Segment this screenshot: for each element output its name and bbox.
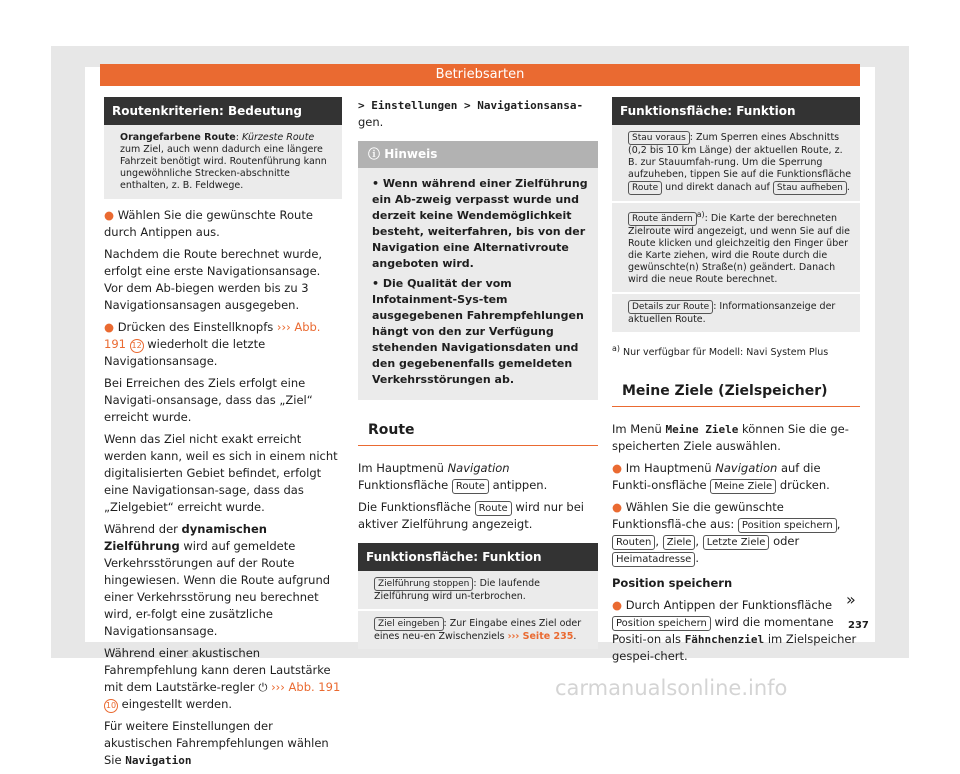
note-title — [358, 141, 598, 168]
note-text: Wenn während einer Zielführung ein Ab-zweig verpasst wurde und derzeit keine Wendemöglichkeit besteht, weiterfahren, bis von der Navigation eine Alternativroute angeboten wird. — [372, 177, 588, 270]
callout-number: 12 — [130, 339, 144, 353]
route-button[interactable]: Route — [452, 479, 489, 494]
paragraph-text: wiederholt die letzte Navigationsansage. — [104, 337, 266, 368]
note-box — [358, 141, 598, 400]
function-rows — [612, 125, 860, 332]
section-title-route: Route — [358, 416, 598, 446]
orange-route-label: Orangefarbene Route — [120, 132, 236, 143]
section-title-my-destinations: Meine Ziele (Zielspeicher) — [612, 377, 860, 407]
column-3 — [612, 97, 860, 670]
paragraph — [104, 207, 342, 241]
save-position-button[interactable]: Position speichern — [612, 616, 711, 631]
function-box-title: Funktionsfläche: Funktion — [358, 543, 598, 571]
subheading: Position speichern — [612, 576, 733, 591]
paragraph-text: eingestellt werden. — [121, 697, 233, 711]
row-text: : Informationsanzeige der aktuellen Route. — [628, 301, 836, 326]
menu-name: Navigation — [715, 461, 778, 476]
route-button[interactable]: Route — [628, 181, 662, 195]
paragraph-text: Wählen Sie die gewünschte Route durch Antippen aus. — [104, 208, 313, 239]
paragraph: Bei Erreichen des Ziels erfolgt eine Navigati-onsansage, dass das „Ziel“ erreicht wurde. — [104, 376, 313, 424]
last-destinations-button[interactable]: Letzte Ziele — [703, 535, 770, 550]
paragraph-text: Durch Antippen der Funktionsfläche — [625, 598, 833, 613]
page-link[interactable]: ››› Seite 235 — [507, 631, 574, 642]
function-box — [358, 543, 598, 649]
note-item: • Wenn während einer Zielführung ein Ab-zweig verpasst wurde und derzeit keine Wendemöglichkeit besteht, weiterfahren, bis von der Navigation eine Alternativroute angeboten wird. — [372, 177, 588, 270]
bullet-icon: ● — [104, 208, 115, 222]
route-details-button[interactable]: Details zur Route — [628, 300, 713, 314]
paragraph — [358, 97, 598, 131]
paragraph-text: Im Hauptmenü — [358, 461, 444, 475]
function-box-title: Funktionsfläche: Funktion — [612, 97, 860, 125]
page-number: 237 — [848, 620, 869, 631]
traffic-ahead-button[interactable]: Stau voraus — [628, 131, 690, 145]
route-criteria-body — [104, 125, 342, 199]
function-row — [358, 609, 598, 649]
function-row — [612, 125, 860, 201]
note-item: • Die Qualität der vom Infotainment-Sys-tem ausgegebenen Fahrempfehlungen hängt von den zur Verfügung stehenden Navigationsdaten und den gegebenenfalls gemeldeten Verkehrsstörungen ab. — [372, 277, 584, 386]
paragraph — [104, 645, 342, 713]
info-icon: ⓘ — [368, 147, 381, 161]
column-1 — [104, 97, 342, 774]
paragraph-text: Drücken des Einstellknopfs — [117, 320, 274, 334]
paragraph-text: drücken. — [779, 478, 830, 493]
paragraph-text: Während der — [104, 522, 178, 536]
bullet-icon: ● — [612, 500, 623, 515]
power-knob-icon: ⏻ — [258, 680, 268, 694]
paragraph-text: gen. — [358, 115, 384, 129]
paragraph — [358, 499, 598, 533]
row-text: und direkt danach auf — [665, 182, 770, 193]
my-destinations-button[interactable]: Meine Ziele — [710, 479, 776, 494]
paragraph-text: wird nur bei aktiver Zielführung angezeigt. — [358, 500, 584, 531]
note-text: Die Qualität der vom Infotainment-Sys-tem ausgegebenen Fahrempfehlungen hängt von den zur Verfügung stehenden Navigationsdaten und den gegebenenfalls gemeldeten Verkehrsstörungen ab. — [372, 277, 584, 386]
flag-destination-label: Fähnchenziel — [684, 633, 765, 647]
row-text: : Die laufende Zielführung wird un-terbrochen. — [374, 578, 540, 602]
paragraph-text: wird auf gemeldete Verkehrsstörungen auf der Route hingewiesen. Wenn die Route aufgrund einer Verkehrsstörung neu berechnet wird, er-folgt eine zusätzliche Navigationsansage. — [104, 539, 331, 638]
watermark: carmanualsonline.info — [555, 676, 788, 700]
function-row — [612, 292, 860, 332]
home-address-button[interactable]: Heimatadresse — [612, 552, 695, 567]
row-text: . — [846, 182, 850, 193]
route-criteria-text: zum Ziel, auch wenn dadurch eine längere Fahrzeit benötigt wird. Routenführung kann ungewöhnliche Strecken-abschnitte enthalten, z. B. Feldwege. — [120, 144, 327, 191]
figure-link[interactable]: ››› Abb. 191 — [271, 680, 341, 694]
column-2 — [358, 97, 598, 657]
continue-arrow-icon: » — [846, 590, 856, 609]
destinations-button[interactable]: Ziele — [663, 535, 696, 550]
paragraph-text: auf die Funkti-onsfläche — [612, 461, 821, 493]
paragraph-text: oder — [773, 534, 800, 549]
paragraph-text: Für weitere Einstellungen der akustischen Fahrempfehlungen wählen Sie — [104, 719, 329, 767]
paragraph — [104, 319, 342, 370]
footnote-mark: a) — [612, 344, 620, 354]
row-text: : Die Karte der berechneten Zielroute wird angezeigt, und wenn Sie auf die Route klicken und gleichzeitig den Finger über die Karte ziehen, wird die Route durch die gewünschte(n) Straße(n) geändert. Danach wird die neue Route berechnet. — [628, 213, 850, 286]
figure-link[interactable]: ››› Abb. 191 — [104, 320, 321, 351]
footnote-text: Nur verfügbar für Modell: Navi System Plus — [622, 347, 829, 359]
paragraph — [358, 460, 598, 494]
footnote — [612, 340, 860, 361]
paragraph-text: können Sie die ge-speicherten Ziele auswählen. — [612, 422, 849, 454]
row-text: : Zur Eingabe eines Ziel oder eines neu-en Zwischenziels — [374, 618, 582, 642]
row-text: : Zum Sperren eines Abschnitts (0,2 bis 10 km Länge) der aktuellen Route, z. B. zur Stauumfah-rung. Um die Sperrung aufzuheben, tippen Sie auf die Funktionsfläche — [628, 132, 852, 180]
paragraph-text: Wählen Sie die gewünschte Funktionsflä-che aus: — [612, 500, 784, 532]
paragraph — [612, 421, 860, 455]
paragraph-text: wird die momentane Positi-on als — [612, 615, 834, 647]
function-rows — [358, 571, 598, 649]
route-button[interactable]: Route — [475, 501, 512, 516]
paragraph: Nachdem die Route berechnet wurde, erfolgt eine erste Navigationsansage. Vor dem Ab-biegen werden bis zu 3 Navigationsansagen ausgegeben. — [104, 247, 323, 312]
paragraph — [612, 460, 860, 494]
stop-guidance-button[interactable]: Zielführung stoppen — [374, 577, 473, 591]
paragraph — [104, 718, 342, 769]
function-row — [612, 201, 860, 292]
paragraph — [104, 521, 342, 640]
route-criteria-box — [104, 97, 342, 199]
footnote-ref: a) — [696, 210, 705, 219]
bullet-icon: ● — [612, 461, 623, 476]
function-row — [358, 571, 598, 609]
callout-number: 10 — [104, 699, 118, 713]
cancel-jam-button[interactable]: Stau aufheben — [773, 181, 847, 195]
row-text: . — [573, 631, 577, 642]
shortest-route-label: Kürzeste Route — [242, 132, 315, 143]
paragraph: ● Wählen Sie die gewünschte Funktionsflä-che aus: Position speichern , Routen , Ziele , Letzte Ziele oder Heimatadresse . — [612, 500, 841, 566]
function-box — [612, 97, 860, 332]
routes-button[interactable]: Routen — [612, 535, 655, 550]
note-body — [358, 168, 598, 400]
chapter-header: Betriebsarten — [100, 64, 860, 86]
paragraph — [612, 597, 860, 665]
route-criteria-title: Routenkriterien: Bedeutung — [104, 97, 342, 125]
paragraph-text: Im Hauptmenü — [625, 461, 712, 476]
paragraph-text: Die Funktionsfläche — [358, 500, 472, 514]
paragraph-text: im Zielspeicher gespei-chert. — [612, 632, 857, 664]
paragraph-text: Während einer akustischen Fahrempfehlung kann deren Lautstärke mit dem Lautstärke-regler — [104, 646, 331, 694]
menu-name: Navigation — [447, 461, 510, 475]
paragraph-text: antippen. — [492, 478, 548, 492]
dynamic-guidance-label: dynamischen Zielführung — [104, 522, 267, 553]
change-route-button[interactable]: Route ändern — [628, 212, 697, 226]
bullet-icon: ● — [104, 320, 115, 334]
menu-path: > Einstellungen > Navigationsansa- — [358, 99, 584, 112]
note-title-text: Hinweis — [384, 147, 438, 161]
menu-name: Meine Ziele — [665, 423, 739, 437]
paragraph-text: Im Menü — [612, 422, 662, 437]
menu-path: Navigation — [125, 754, 192, 767]
paragraph: Wenn das Ziel nicht exakt erreicht werden kann, weil es sich in einem nicht digitalisierten Gebiet befindet, erfolgt eine Navigationsan-sage, dass das „Zielgebiet“ erreicht wurde. — [104, 432, 338, 514]
bullet-icon: ● — [612, 598, 623, 613]
paragraph-text: Funktionsfläche — [358, 478, 449, 492]
save-position-button[interactable]: Position speichern — [738, 518, 837, 533]
enter-destination-button[interactable]: Ziel eingeben — [374, 617, 444, 631]
colon: : — [235, 132, 242, 143]
